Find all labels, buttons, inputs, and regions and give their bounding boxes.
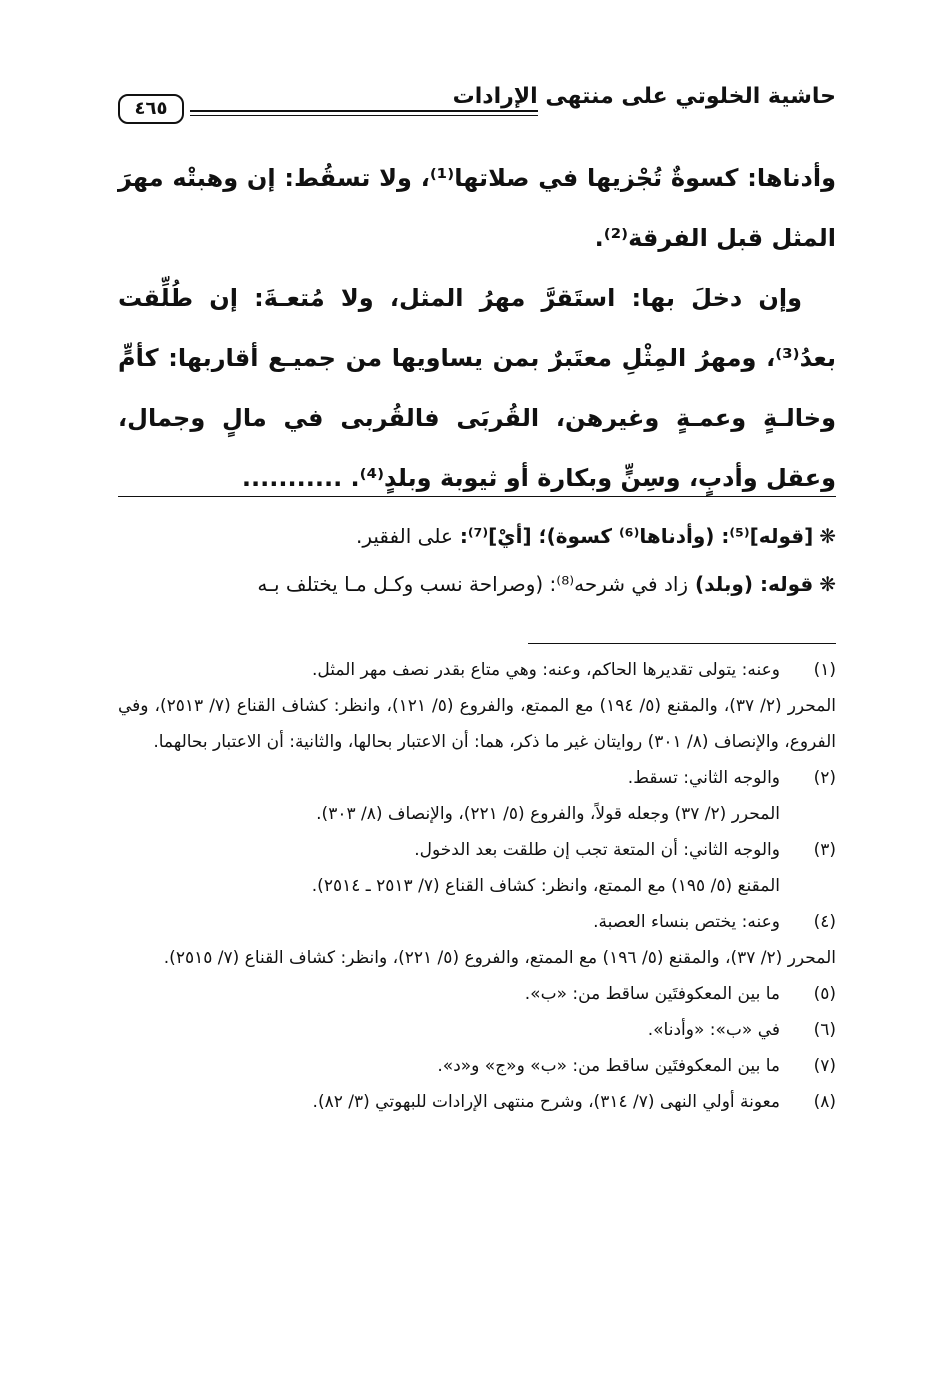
footnote <box>118 1048 836 1084</box>
commentary-lemma: [قوله]⁽⁵⁾: (وأدناها⁽⁶⁾ كسوة)؛ [أيْ]⁽⁷⁾: <box>452 524 814 548</box>
footnote-number: (٥) <box>813 984 836 1004</box>
main-commentary-divider <box>118 496 836 497</box>
commentary-section <box>118 512 836 608</box>
footnote-text: ما بين المعكوفتَين ساقط من: «ب». <box>524 984 780 1004</box>
footnote <box>118 652 836 760</box>
footnote-number: (٦) <box>813 1020 836 1040</box>
footnote-number: (٧) <box>813 1056 836 1076</box>
footnote-number: (٢) <box>813 768 836 788</box>
footnote-text: وعنه: يتولى تقديرها الحاكم، وعنه: وهي متاع بقدر نصف مهر المثل. <box>311 660 780 680</box>
footnote <box>118 1012 836 1048</box>
footnote-number: (١) <box>813 660 836 680</box>
main-text <box>118 148 836 508</box>
footnote-text: ما بين المعكوفتَين ساقط من: «ب» و«ج» و«د». <box>437 1056 780 1076</box>
footnote-divider <box>528 643 836 644</box>
running-title: حاشية الخلوتي على منتهى الإرادات <box>452 84 836 109</box>
continuation-dots: ........... <box>241 464 343 492</box>
bullet-icon: ❋ <box>819 524 836 548</box>
footnote-number: (٤) <box>813 912 836 932</box>
footnote-number: (٨) <box>813 1092 836 1112</box>
main-paragraph-2-text: وإن دخلَ بها: استَقرَّ مهرُ المثل، ولا مُتعـةَ: إن طُلِّقت بعدُ⁽³⁾، ومهرُ المِثْلِ معتَبرٌ بمن يساويها من جميـع أقاربها: كأمٍّ وخالـةٍ وعمـةٍ وغيرهن، القُربَى فالقُربى في مالٍ وجمال، وعقل وأدبٍ، وسِنٍّ وبكارة أو ثيوبة وبلدٍ⁽⁴⁾. <box>118 284 836 492</box>
footnotes <box>118 652 836 1120</box>
footnote-number: (٣) <box>813 840 836 860</box>
footnote-text: والوجه الثاني: أن المتعة تجب إن طلقت بعد الدخول. <box>414 840 780 860</box>
footnote <box>118 1084 836 1120</box>
footnote-text: في «ب»: «وأدنا». <box>647 1020 780 1040</box>
header-rule <box>190 110 538 116</box>
commentary-lemma: قوله: (وبلد) <box>688 572 814 596</box>
main-paragraph-2 <box>118 268 836 508</box>
footnote-source: المحرر (٢/ ٣٧)، والمقنع (٥/ ١٩٦) مع الممتع، والفروع (٥/ ٢٢١)، وانظر: كشاف القناع (٧/ ٢٥١٥). <box>163 948 836 968</box>
footnote-source: المقنع (٥/ ١٩٥) مع الممتع، وانظر: كشاف القناع (٧/ ٢٥١٣ ـ ٢٥١٤). <box>311 876 780 896</box>
footnote-source: المحرر (٢/ ٣٧)، والمقنع (٥/ ١٩٤) مع الممتع، والفروع (٥/ ١٢١)، وانظر: كشاف القناع (٧/ ٢٥١٣)، وفي الفروع، والإنصاف (٨/ ٣٠١) روايتان غير ما ذكر، هما: أن الاعتبار بحالها، والثانية: أن الاعتبار بحالهما. <box>118 696 836 752</box>
commentary-item-2 <box>118 560 836 608</box>
main-paragraph-1: وأدناها: كسوةٌ تُجْزيها في صلاتها⁽¹⁾، ولا تسقُط: إن وهبتْه مهرَ المثل قبل الفرقة⁽²⁾. <box>118 164 837 252</box>
footnote <box>118 760 836 832</box>
commentary-text: على الفقير. <box>356 524 453 548</box>
page-number: ٤٦٥ <box>118 94 184 124</box>
commentary-text: زاد في شرحه⁽⁸⁾: (وصراحة نسب وكـل مـا يختلف بـه <box>257 572 689 596</box>
footnote-source: المحرر (٢/ ٣٧) وجعله قولاً، والفروع (٥/ ٢٢١)، والإنصاف (٨/ ٣٠٣). <box>316 804 780 824</box>
footnote-text: وعنه: يختص بنساء العصبة. <box>593 912 780 932</box>
page-header <box>118 78 836 128</box>
footnote <box>118 976 836 1012</box>
footnote-text: والوجه الثاني: تسقط. <box>627 768 780 788</box>
bullet-icon: ❋ <box>819 572 836 596</box>
footnote <box>118 832 836 904</box>
footnote <box>118 904 836 976</box>
footnote-text: معونة أولي النهى (٧/ ٣١٤)، وشرح منتهى الإرادات للبهوتي (٣/ ٨٢). <box>312 1092 780 1112</box>
commentary-item-1 <box>118 512 836 560</box>
